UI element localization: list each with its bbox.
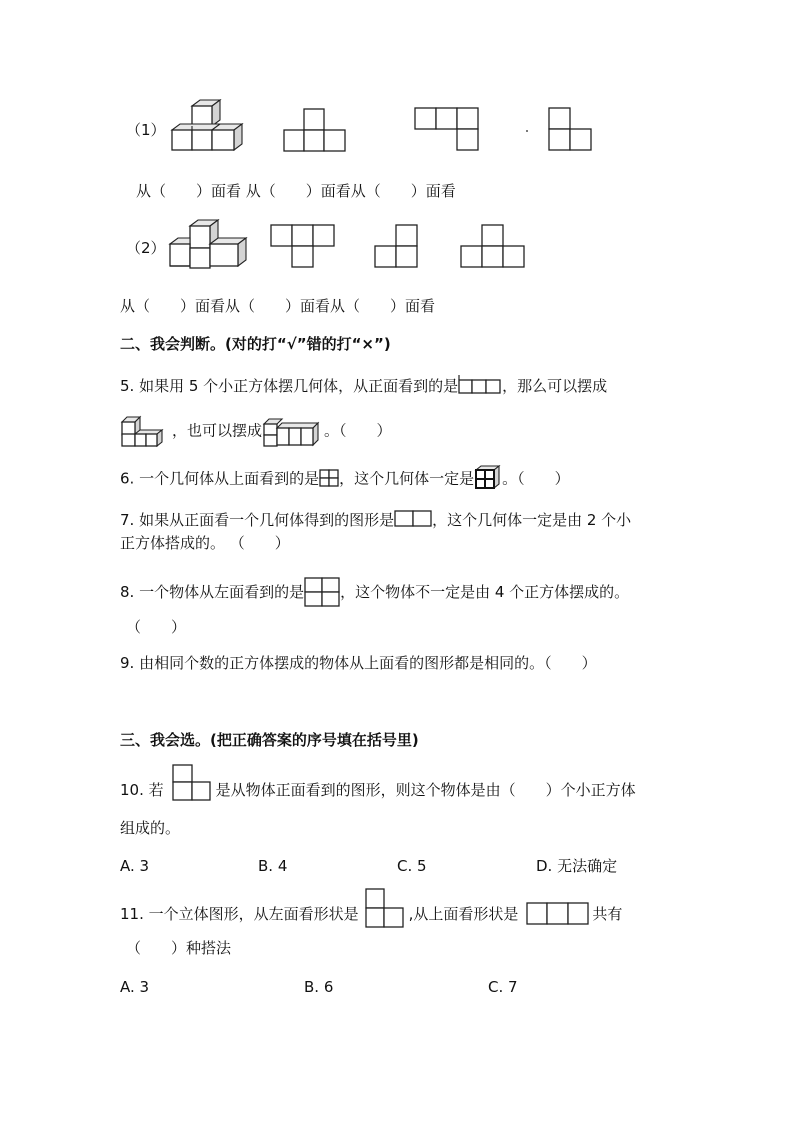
q7-front-view-figure xyxy=(394,509,432,529)
q10-front-view-figure xyxy=(172,763,212,803)
q11-text-a: 11. 一个立体图形，从左面看形状是 xyxy=(120,905,359,923)
q5-text-b: ，那么可以摆成 xyxy=(502,377,608,395)
q10-option-a[interactable]: A. 3 xyxy=(120,857,150,875)
section2-title: 二、我会判断。(对的打“√”错的打“×”) xyxy=(120,335,391,353)
q6-text-a: 6. 一个几何体从上面看到的是 xyxy=(120,469,320,488)
q2-caption: 从（ ）面看从（ ）面看从（ ）面看 xyxy=(120,297,436,315)
q6-line xyxy=(120,468,570,490)
q10-text-b: 是从物体正面看到的图形，则这个物体是由（ ）个小正方体 xyxy=(215,781,636,799)
q7-line2: 正方体搭成的。 （ ） xyxy=(120,534,290,552)
q11-left-view-figure xyxy=(365,887,405,929)
q7-text-a: 7. 如果从正面看一个几何体得到的图形是 xyxy=(120,511,395,529)
q1-view-b-figure xyxy=(414,107,480,153)
q7-line1 xyxy=(120,510,631,530)
q8-line2: （ ） xyxy=(126,618,187,636)
q2-cube-stack-figure xyxy=(168,216,252,274)
q1-view-c-figure xyxy=(548,107,594,153)
q1-caption: 从（ ）面看 从（ ）面看从（ ）面看 xyxy=(136,182,456,200)
q5-option1-figure xyxy=(120,414,172,448)
q7-text-b: ，这个几何体一定是由 2 个小 xyxy=(432,511,632,529)
q5-text-a: 5. 如果用 5 个小正方体摆几何体，从正面看到的是 xyxy=(120,377,459,395)
q10-option-d[interactable]: D. 无法确定 xyxy=(536,857,618,875)
q11-text-c: 共有 xyxy=(592,905,623,923)
q2-view-a-figure xyxy=(270,224,336,270)
q6-solid-figure xyxy=(474,464,502,490)
q5-line1 xyxy=(120,376,607,396)
q10-option-c[interactable]: C. 5 xyxy=(397,857,427,875)
q6-text-c: 。（ ） xyxy=(502,469,570,488)
q2-view-b-figure xyxy=(374,224,420,270)
q9-line: 9. 由相同个数的正方体摆成的物体从上面看的图形都是相同的。（ ） xyxy=(120,654,597,672)
q11-top-view-figure xyxy=(526,901,590,927)
q5-text-d: 。（ ） xyxy=(324,421,392,440)
q5-text-c: ，也可以摆成 xyxy=(172,421,263,440)
q5-option2-figure xyxy=(262,414,324,448)
q11-option-b[interactable]: B. 6 xyxy=(304,978,334,996)
q1-view-a-figure xyxy=(283,108,347,154)
q11-option-c[interactable]: C. 7 xyxy=(488,978,518,996)
q10-line1 xyxy=(120,780,636,800)
q2-view-c-figure xyxy=(460,224,526,270)
stray-dot xyxy=(526,130,528,132)
q8-left-view-figure xyxy=(304,577,340,607)
q11-option-a[interactable]: A. 3 xyxy=(120,978,150,996)
q1-label: （1） xyxy=(126,121,166,139)
q11-text-b: ,从上面看形状是 xyxy=(408,905,519,923)
q6-text-b: ，这个几何体一定是 xyxy=(339,469,475,488)
q8-text-a: 8. 一个物体从左面看到的是 xyxy=(120,583,305,601)
section3-title: 三、我会选。(把正确答案的序号填在括号里) xyxy=(120,731,419,749)
q11-line1 xyxy=(120,904,622,925)
q6-top-view-figure xyxy=(319,469,339,487)
q11-line2: （ ）种搭法 xyxy=(126,939,232,957)
q8-line1 xyxy=(120,582,629,603)
q10-line2: 组成的。 xyxy=(120,819,181,837)
q1-cube-stack-figure xyxy=(170,98,250,156)
q5-front-view-figure xyxy=(458,375,502,395)
q10-option-b[interactable]: B. 4 xyxy=(258,857,288,875)
q2-label: （2） xyxy=(126,239,166,257)
q5-line2 xyxy=(120,414,392,448)
q8-text-b: ，这个物体不一定是由 4 个正方体摆成的。 xyxy=(340,583,630,601)
q10-text-a: 10. 若 xyxy=(120,781,164,799)
